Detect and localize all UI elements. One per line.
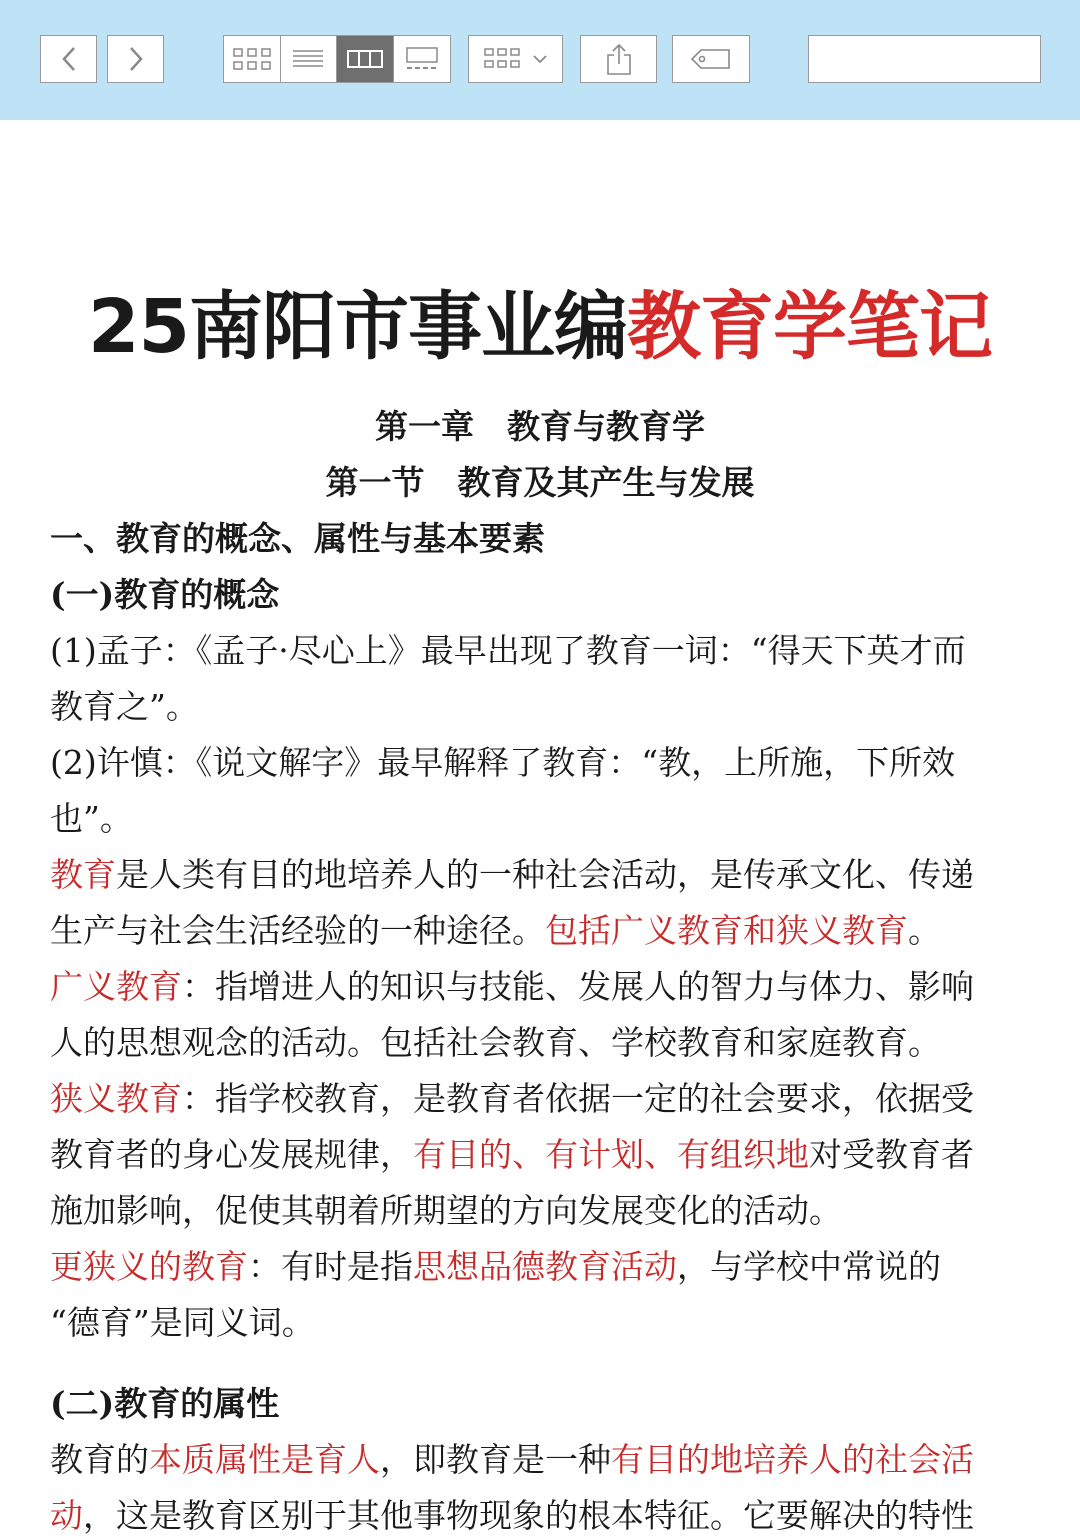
- term-narrow-education: 狭义教育: [50, 1079, 182, 1118]
- text-span: 生产与社会生活经验的一种途径。: [50, 911, 545, 950]
- page-title: [0, 285, 1080, 369]
- term-broad-education: 广义教育: [50, 967, 182, 1006]
- grid-icon: [232, 46, 272, 72]
- text-span: ，即教育是一种: [380, 1440, 611, 1479]
- heading-attributes: (二)教育的属性: [50, 1384, 280, 1423]
- para-narrow-line3: 施加影响，促使其朝着所期望的方向发展变化的活动。: [50, 1191, 842, 1230]
- para-narrower-line1: [50, 1245, 1040, 1289]
- grid-arrange-icon: [483, 46, 523, 72]
- text-span: 对受教育者: [809, 1135, 974, 1174]
- para-xushen-line1: (2)许慎：《说文解字》最早解释了教育：“教，上所施，下所效: [50, 743, 956, 782]
- text-span: 教育的: [50, 1440, 149, 1479]
- text-span: 是人类有目的地培养人的一种社会活动，是传承文化、传递: [116, 855, 974, 894]
- icon-view-button[interactable]: [224, 36, 281, 82]
- text-span: ：指增进人的知识与技能、发展人的智力与体力、影响: [182, 967, 974, 1006]
- para-narrow-line1: [50, 1077, 1040, 1121]
- chevron-left-icon: [59, 45, 79, 73]
- toolbar: [0, 0, 1080, 120]
- back-button[interactable]: [40, 35, 97, 83]
- forward-button[interactable]: [107, 35, 164, 83]
- view-mode-group: [223, 35, 451, 83]
- list-icon: [291, 46, 325, 72]
- share-button[interactable]: [580, 35, 657, 83]
- highlight-span: 思想品德教育活动: [413, 1247, 677, 1286]
- para-mencius-line1: (1)孟子：《孟子·尽心上》最早出现了教育一词：“得天下英才而: [50, 631, 966, 670]
- highlight-span: 本质属性是育人: [149, 1440, 380, 1479]
- title-black: 25南阳市事业编: [88, 284, 627, 370]
- heading-concept: (一)教育的概念: [50, 575, 280, 614]
- term-education: 教育: [50, 855, 116, 894]
- tag-icon: [689, 47, 733, 71]
- chapter-heading: 第一章 教育与教育学: [375, 407, 705, 446]
- para-broad-line2: 人的思想观念的活动。包括社会教育、学校教育和家庭教育。: [50, 1023, 941, 1062]
- gallery-view-button[interactable]: [394, 36, 451, 82]
- highlight-span: 有目的地培养人的社会活: [611, 1440, 974, 1479]
- search-box[interactable]: [808, 35, 1041, 83]
- para-education-line1: [50, 853, 1040, 897]
- term-narrower-education: 更狭义的教育: [50, 1247, 248, 1286]
- text-span: 教育者的身心发展规律，: [50, 1135, 413, 1174]
- search-input[interactable]: [827, 38, 1056, 80]
- para-narrower-line2: “德育”是同义词。: [50, 1303, 315, 1342]
- para-broad-line1: [50, 965, 1040, 1009]
- para-xushen-line2: 也”。: [50, 799, 133, 838]
- highlight-span: 有目的、有计划、有组织地: [413, 1135, 809, 1174]
- heading-level-1: 一、教育的概念、属性与基本要素: [50, 519, 545, 558]
- para-education-line2: [50, 909, 1040, 953]
- share-icon: [604, 42, 634, 76]
- text-span: 。: [908, 911, 941, 950]
- chevron-down-icon: [531, 52, 549, 66]
- text-span: ：指学校教育，是教育者依据一定的社会要求，依据受: [182, 1079, 974, 1118]
- text-span: ：有时是指: [248, 1247, 413, 1286]
- text-span: ，这是教育区别于其他事物现象的根本特征。它要解决的特性: [83, 1496, 974, 1535]
- tag-button[interactable]: [672, 35, 750, 83]
- para-mencius-line2: 教育之”。: [50, 687, 199, 726]
- column-view-button[interactable]: [337, 36, 394, 82]
- columns-icon: [346, 47, 384, 71]
- para-attribute-line2: [50, 1494, 1040, 1538]
- highlight-span: 包括广义教育和狭义教育: [545, 911, 908, 950]
- arrange-dropdown[interactable]: [468, 35, 563, 83]
- title-red: 教育学笔记: [626, 284, 992, 370]
- chevron-right-icon: [126, 45, 146, 73]
- para-attribute-line1: [50, 1438, 1040, 1482]
- section-heading: 第一节 教育及其产生与发展: [325, 463, 755, 502]
- highlight-span: 动: [50, 1496, 83, 1535]
- gallery-icon: [403, 45, 441, 73]
- list-view-button[interactable]: [281, 36, 338, 82]
- text-span: ，与学校中常说的: [677, 1247, 941, 1286]
- para-narrow-line2: [50, 1133, 1040, 1177]
